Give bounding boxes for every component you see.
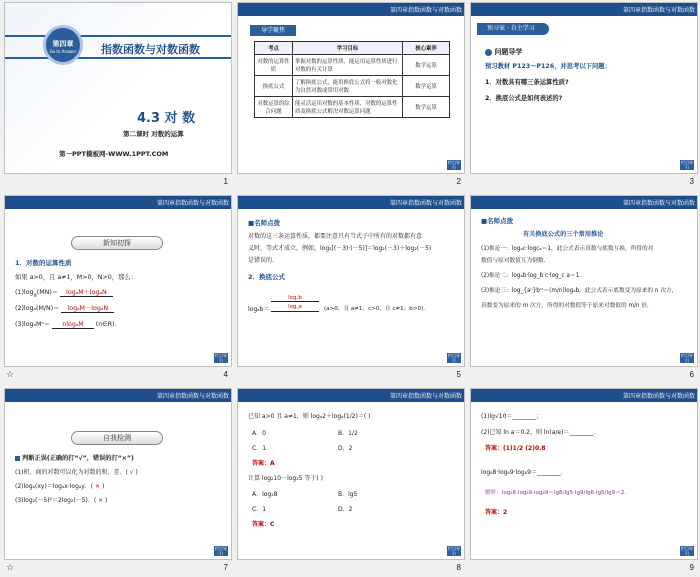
slide-canvas bbox=[237, 195, 465, 367]
section-heading: ■名师点拨 bbox=[481, 217, 514, 225]
topbar-subtitle: 指数函数与对数函数 bbox=[640, 200, 695, 207]
judge-answer: √ bbox=[129, 469, 134, 476]
section-banner: 新知初探 bbox=[71, 236, 163, 250]
table-cell: 能灵活运用对数的基本性质、对数的运算性质及换底公式解决对数运算问题 bbox=[293, 97, 403, 118]
slide-thumbnail-1[interactable] bbox=[2, 0, 235, 192]
intro-label: 判断正误(正确的打“√”，错误的打“×”) bbox=[22, 455, 134, 462]
slide-caption bbox=[470, 175, 698, 190]
table-header-cell: 考点 bbox=[255, 42, 293, 55]
formula-subscript: a bbox=[33, 292, 37, 299]
table-header-cell: 核心素养 bbox=[403, 42, 450, 55]
answer-text: 答案：(1)1/2 (2)0.8 bbox=[485, 445, 546, 452]
question-icon bbox=[485, 49, 492, 56]
option-c: C．1 bbox=[252, 445, 267, 452]
slide-caption bbox=[237, 175, 465, 190]
formula-condition: (a>0，且 a≠1；c>0，且 c≠1；b>0). bbox=[324, 306, 426, 312]
slide-caption bbox=[4, 561, 232, 576]
slide-number: 7 bbox=[223, 563, 228, 572]
slide-canvas bbox=[4, 195, 232, 367]
topbar-chapter: 第四章 bbox=[622, 393, 641, 400]
slide-number: 5 bbox=[456, 370, 461, 379]
topbar-chapter: 第四章 bbox=[622, 200, 641, 207]
slide-canvas bbox=[237, 2, 465, 174]
slide-topbar bbox=[471, 196, 698, 209]
intro-text bbox=[15, 453, 134, 462]
formula-answer: logₐM＋logₐN bbox=[60, 289, 113, 297]
nav-button[interactable]: 栏目导引 bbox=[681, 353, 693, 363]
slide-number: 9 bbox=[689, 563, 694, 572]
judge-answer: × bbox=[98, 497, 104, 504]
watermark-text: 第一PPT模板网-WWW.1PPT.COM bbox=[59, 150, 169, 158]
chapter-badge: 第四章 Go to Answer bbox=[43, 25, 83, 65]
question-3: log₆8·log₆9·log₆9＝________. bbox=[481, 469, 563, 476]
table-cell: 数学运算 bbox=[403, 97, 450, 118]
formula-text: (2)logₐ(M/N)＝ bbox=[15, 305, 60, 312]
slide-topbar bbox=[238, 196, 465, 209]
section-heading: ■名师点拨 bbox=[248, 219, 281, 227]
table-cell: 数学运算 bbox=[403, 76, 450, 97]
topbar-subtitle: 指数函数与对数函数 bbox=[407, 7, 462, 14]
topbar-subtitle: 指数函数与对数函数 bbox=[174, 200, 229, 207]
slide-canvas bbox=[470, 388, 698, 560]
question-1: 已知 a>0 且 a≠1，则 logₐ2＋logₐ(1/2)＝( ) bbox=[248, 413, 371, 420]
answer-underline bbox=[271, 311, 319, 312]
section-heading: 1．对数的运算性质 bbox=[15, 259, 72, 267]
paragraph-line: 真数变为原来的 m 次方，所得的对数值等于原来对数值的 m/n 倍. bbox=[481, 303, 649, 309]
slide-canvas bbox=[237, 388, 465, 560]
table-cell: 掌握对数的运算性质，能运用运算性质进行对数的有关计算 bbox=[293, 55, 403, 76]
slide-topbar bbox=[471, 3, 698, 16]
slide-thumbnail-2[interactable] bbox=[235, 0, 468, 192]
table-cell: 对数的运算性质 bbox=[255, 55, 293, 76]
decor-line bbox=[5, 35, 232, 37]
formula-answer: nlogₐM bbox=[52, 321, 94, 329]
nav-button[interactable]: 栏目导引 bbox=[448, 160, 460, 170]
slide-topbar bbox=[238, 389, 465, 402]
objectives-table bbox=[254, 41, 450, 118]
slide-canvas bbox=[4, 2, 232, 174]
condition-text: 如果 a>0，且 a≠1，M>0，N>0，那么： bbox=[15, 274, 137, 281]
table-header-row bbox=[255, 42, 450, 55]
topbar-subtitle: 指数函数与对数函数 bbox=[407, 200, 462, 207]
option-d: D．2 bbox=[338, 506, 353, 513]
formula-2 bbox=[15, 303, 114, 312]
paragraph-line: 对数的这三条运算性质，都要注意只有当式子中所有的对数都有意 bbox=[248, 233, 423, 240]
slide-caption bbox=[237, 561, 465, 576]
judge-answer: × bbox=[95, 483, 101, 490]
question-2: 计算 log₂10－log₂5 等于( ) bbox=[248, 475, 323, 482]
judge-text: (3)log₂(－5)²＝2log₂(－5)．( bbox=[15, 497, 99, 504]
table-row bbox=[255, 76, 450, 97]
formula-answer: logₐM－logₐN bbox=[61, 305, 114, 313]
formula-text: (1)log bbox=[15, 289, 34, 296]
formula-text: (3)logₐMⁿ＝ bbox=[15, 321, 51, 328]
option-c: C．1 bbox=[252, 506, 267, 513]
topbar-chapter: 第四章 bbox=[622, 7, 641, 14]
slide-number: 1 bbox=[223, 177, 228, 186]
slide-thumbnail-7[interactable] bbox=[2, 386, 235, 577]
solution-text: 解析：log₅8·log₆9·log₆9＝lg8/lg5·lg9/lg6·lg5/lg9＝2. bbox=[485, 490, 627, 496]
section-banner: 自我检测 bbox=[71, 431, 163, 445]
slide-topbar bbox=[471, 389, 698, 402]
slide-canvas bbox=[470, 2, 698, 174]
nav-button[interactable]: 栏目导引 bbox=[681, 160, 693, 170]
judge-item-2: (2)logₐ(xy)＝logₐx·logₐy．( × ) bbox=[15, 483, 105, 490]
paragraph-line: 是错误的. bbox=[248, 257, 274, 264]
paragraph-line: (3)推论三：log_{aⁿ}bᵐ＝(m/n)logₐb，此公式表示底数变为原来的 n 次方， bbox=[481, 288, 678, 294]
section-tag: 导学聚焦 bbox=[250, 25, 296, 36]
slide-caption bbox=[470, 368, 698, 383]
nav-button[interactable]: 栏目导引 bbox=[448, 353, 460, 363]
answer-text: 答案：C bbox=[252, 521, 275, 528]
slide-caption bbox=[470, 561, 698, 576]
decor-line bbox=[5, 57, 232, 59]
slide-caption bbox=[4, 175, 232, 190]
table-cell: 数学运算 bbox=[403, 55, 450, 76]
table-cell: 对数运算的综合问题 bbox=[255, 97, 293, 118]
table-cell: 换底公式 bbox=[255, 76, 293, 97]
slide-thumbnail-8[interactable] bbox=[235, 386, 468, 577]
question-2: 2．换底公式是如何表述的? bbox=[485, 95, 563, 102]
lesson-subtitle: 第二课时 对数的运算 bbox=[123, 130, 184, 138]
slide-number: 8 bbox=[456, 563, 461, 572]
slide-thumbnail-5[interactable] bbox=[235, 193, 468, 385]
formula-text: (n∈R). bbox=[95, 321, 117, 328]
paragraph-line: 数值与原对数值互为倒数. bbox=[481, 258, 546, 264]
table-row bbox=[255, 55, 450, 76]
formula-left: logₐb＝ bbox=[248, 306, 270, 313]
slide-caption bbox=[237, 368, 465, 383]
chapter-title: 指数函数与对数函数 bbox=[101, 43, 200, 56]
slide-number: 3 bbox=[689, 177, 694, 186]
judge-text: (1)积、商的对数可以化为对数的和、差．( bbox=[15, 469, 130, 476]
paragraph-line: (1)推论一：logₐc·logcₐ＝1，此公式表示真数与底数互换，所得的对 bbox=[481, 246, 654, 252]
judge-item-3: (3)log₂(－5)²＝2log₂(－5)．( × ) bbox=[15, 497, 108, 504]
option-a: A．log₂8 bbox=[252, 491, 278, 498]
topbar-chapter: 第四章 bbox=[389, 393, 408, 400]
fraction-numerator: log꜀b bbox=[288, 295, 302, 301]
answer-text: 答案：A bbox=[252, 460, 275, 467]
topbar-chapter: 第四章 bbox=[389, 200, 408, 207]
answer-text: 答案：2 bbox=[485, 509, 508, 516]
slide-topbar bbox=[5, 389, 232, 402]
topbar-subtitle: 指数函数与对数函数 bbox=[407, 393, 462, 400]
topbar-subtitle: 指数函数与对数函数 bbox=[174, 393, 229, 400]
paragraph-line: (2)推论二：logₐb·log_b c·log_c a＝1. bbox=[481, 273, 582, 279]
slide-thumbnail-3[interactable] bbox=[468, 0, 700, 192]
section-heading bbox=[485, 47, 522, 57]
slide-number: 6 bbox=[689, 370, 694, 379]
option-d: D．2 bbox=[338, 445, 353, 452]
judge-text: (2)logₐ(xy)＝logₐx·logₐy．( bbox=[15, 483, 96, 490]
option-a: A．0 bbox=[252, 430, 266, 437]
formula-text: (MN)＝ bbox=[36, 289, 59, 296]
section-tag: 预习案 · 自主学习 bbox=[477, 23, 549, 35]
slide-topbar bbox=[5, 196, 232, 209]
sub-title: 有关换底公式的三个常用推论 bbox=[523, 231, 604, 238]
fraction-denominator: log꜀a bbox=[271, 301, 319, 310]
option-b: B．1/2 bbox=[338, 430, 358, 437]
judge-item-1: (1)积、商的对数可以化为对数的和、差．( √ ) bbox=[15, 469, 138, 476]
question-2: (2)已知 ln a＝0.2，则 ln(a/e)＝________. bbox=[481, 429, 596, 436]
slide-canvas bbox=[470, 195, 698, 367]
topbar-subtitle: 指数函数与对数函数 bbox=[640, 7, 695, 14]
question-1: (1)lg√10＝________； bbox=[481, 413, 543, 420]
star-icon[interactable]: ☆ bbox=[6, 563, 15, 573]
formula-fraction bbox=[271, 293, 319, 310]
slide-canvas bbox=[4, 388, 232, 560]
option-b: B．lg5 bbox=[338, 491, 358, 498]
section-heading: 2．换底公式 bbox=[248, 273, 286, 281]
check-icon bbox=[15, 456, 20, 461]
table-cell: 了解换底公式，能用换底公式将一般对数化为自然对数或常用对数 bbox=[293, 76, 403, 97]
topbar-chapter: 第四章 bbox=[389, 7, 408, 14]
slide-number: 4 bbox=[223, 370, 228, 379]
section-label: 问题导学 bbox=[494, 48, 523, 56]
formula-3 bbox=[15, 319, 117, 328]
nav-button[interactable]: 栏目导引 bbox=[448, 546, 460, 556]
table-header-cell: 学习目标 bbox=[293, 42, 403, 55]
formula-1 bbox=[15, 287, 113, 298]
nav-button[interactable]: 栏目导引 bbox=[215, 546, 227, 556]
intro-text: 预习教材 P123～P126，并思考以下问题： bbox=[485, 63, 611, 70]
slide-number: 2 bbox=[456, 177, 461, 186]
slide-thumbnail-6[interactable] bbox=[468, 193, 700, 385]
topbar-subtitle: 指数函数与对数函数 bbox=[640, 393, 695, 400]
topbar-chapter: 第四章 bbox=[156, 200, 175, 207]
topbar-chapter: 第四章 bbox=[156, 393, 175, 400]
star-icon[interactable]: ☆ bbox=[6, 370, 15, 380]
slide-thumbnail-4[interactable] bbox=[2, 193, 235, 385]
question-1: 1．对数具有哪三条运算性质? bbox=[485, 79, 569, 86]
lesson-title: 4.3 对 数 bbox=[137, 111, 196, 126]
slide-thumbnail-9[interactable] bbox=[468, 386, 700, 577]
nav-button[interactable]: 栏目导引 bbox=[681, 546, 693, 556]
slide-topbar bbox=[238, 3, 465, 16]
slide-caption bbox=[4, 368, 232, 383]
nav-button[interactable]: 栏目导引 bbox=[215, 353, 227, 363]
table-row bbox=[255, 97, 450, 118]
paragraph-line: 义时，等式才成立，例如，log₂[(－3)·(－5)]＝log₂(－3)＋log₂(－5) bbox=[248, 245, 432, 252]
